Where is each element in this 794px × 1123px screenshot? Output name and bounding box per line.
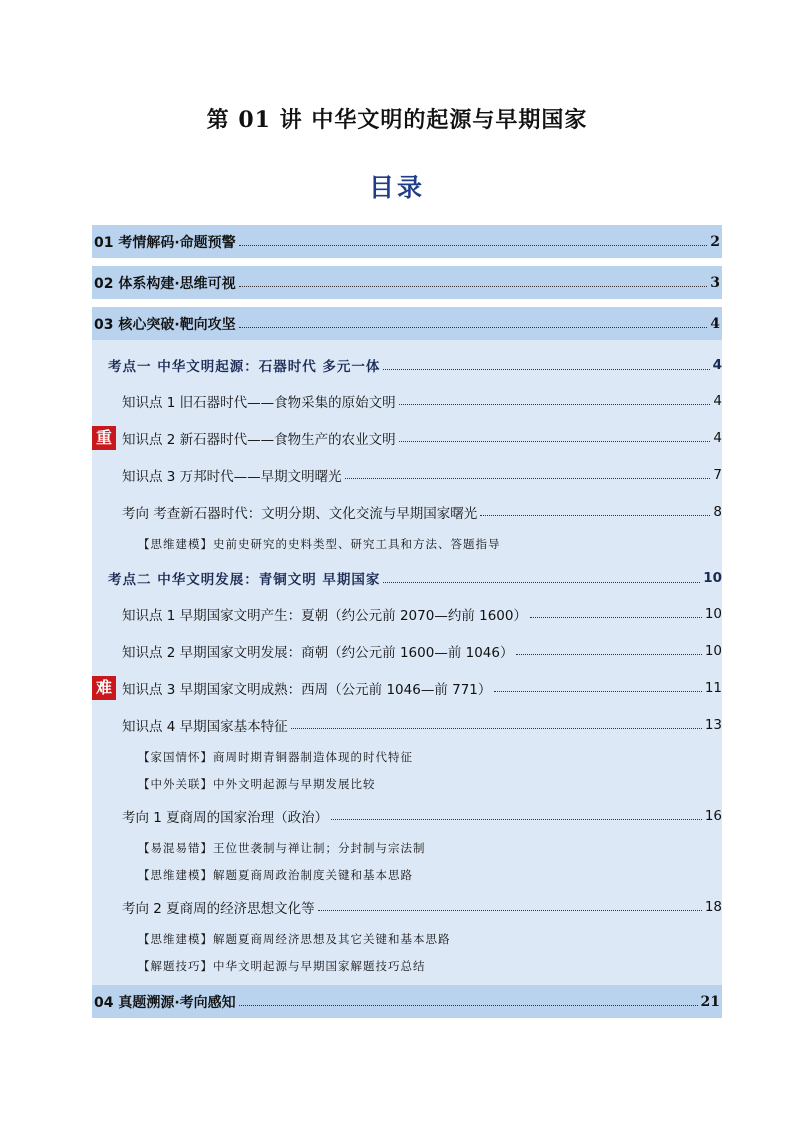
toc-page-number: 2 xyxy=(710,233,720,250)
dot-leader xyxy=(399,404,711,405)
dot-leader xyxy=(383,369,709,370)
toc-page-number: 10 xyxy=(704,605,722,622)
toc-label: 【思维建模】解题夏商周政治制度关键和基本思路 xyxy=(138,867,413,882)
toc-label: 考向 1 夏商周的国家治理（政治） xyxy=(122,809,329,826)
toc-tag-1[interactable] xyxy=(92,530,722,557)
toc-label: 知识点 1 旧石器时代——食物采集的原始文明 xyxy=(122,394,396,411)
toc-page-number: 7 xyxy=(713,466,722,483)
toc-page-number: 4 xyxy=(713,429,722,446)
toc-label: 03 核心突破·靶向攻坚 xyxy=(94,316,236,333)
toc-page-number: 11 xyxy=(704,679,722,696)
toc-label: 考点二 中华文明发展：青铜文明 早期国家 xyxy=(108,572,381,588)
toc-label: 【家国情怀】商周时期青铜器制造体现的时代特征 xyxy=(138,749,413,764)
toc-page-number: 4 xyxy=(710,315,720,332)
toc-kaoxiang-1[interactable] xyxy=(92,493,722,530)
toc-knowledge-2-1[interactable] xyxy=(92,595,722,632)
table-of-contents xyxy=(92,225,722,1026)
dot-leader xyxy=(331,819,702,820)
dot-leader xyxy=(239,1005,698,1006)
dot-leader xyxy=(399,441,711,442)
dot-leader xyxy=(239,327,708,328)
dot-leader xyxy=(516,654,701,655)
dot-leader xyxy=(318,910,702,911)
toc-page-number: 4 xyxy=(712,357,722,373)
toc-section-03[interactable] xyxy=(92,307,722,340)
dot-leader xyxy=(530,617,702,618)
toc-knowledge-1-3[interactable] xyxy=(92,456,722,493)
toc-knowledge-2-4[interactable] xyxy=(92,706,722,743)
key-point-badge: 重 xyxy=(92,426,116,450)
toc-label: 【思维建模】史前史研究的史料类型、研究工具和方法、答题指导 xyxy=(138,536,501,551)
toc-heading: 目录 xyxy=(368,173,425,202)
title-number: 01 xyxy=(238,107,271,133)
toc-knowledge-2-2[interactable] xyxy=(92,632,722,669)
toc-tag-7[interactable] xyxy=(92,952,722,979)
toc-label: 01 考情解码·命题预警 xyxy=(94,234,236,251)
toc-label: 【易混易错】王位世袭制与禅让制；分封制与宗法制 xyxy=(138,840,426,855)
toc-label: 考向 考查新石器时代：文明分期、文化交流与早期国家曙光 xyxy=(122,505,478,522)
toc-label: 知识点 2 新石器时代——食物生产的农业文明 xyxy=(122,431,396,448)
toc-label: 02 体系构建·思维可视 xyxy=(94,275,236,292)
title-text: 讲 中华文明的起源与早期国家 xyxy=(279,108,588,133)
page-title xyxy=(0,103,794,134)
title-prefix: 第 xyxy=(206,108,230,133)
toc-page-number: 18 xyxy=(704,898,722,915)
toc-page-number: 8 xyxy=(713,503,722,520)
dot-leader xyxy=(494,691,701,692)
dot-leader xyxy=(239,245,708,246)
toc-page-number: 13 xyxy=(704,716,722,733)
difficult-point-badge: 难 xyxy=(92,676,116,700)
toc-tag-2[interactable] xyxy=(92,743,722,770)
toc-kaoxiang-3[interactable] xyxy=(92,888,722,925)
toc-label: 知识点 1 早期国家文明产生：夏朝（约公元前 2070—约前 1600） xyxy=(122,607,527,624)
dot-leader xyxy=(291,728,702,729)
toc-section-01[interactable] xyxy=(92,225,722,258)
toc-page-number: 16 xyxy=(704,807,722,824)
toc-tag-4[interactable] xyxy=(92,834,722,861)
toc-tag-3[interactable] xyxy=(92,770,722,797)
toc-knowledge-1-2[interactable] xyxy=(92,419,722,456)
toc-label: 【中外关联】中外文明起源与早期发展比较 xyxy=(138,776,376,791)
toc-page-number: 3 xyxy=(710,274,720,291)
dot-leader xyxy=(383,582,700,583)
toc-label: 知识点 4 早期国家基本特征 xyxy=(122,718,288,735)
toc-tag-5[interactable] xyxy=(92,861,722,888)
dot-leader xyxy=(239,286,708,287)
toc-tag-6[interactable] xyxy=(92,925,722,952)
toc-page-number: 10 xyxy=(704,642,722,659)
section-03-body xyxy=(92,340,722,985)
toc-knowledge-2-3[interactable] xyxy=(92,669,722,706)
toc-label: 【解题技巧】中华文明起源与早期国家解题技巧总结 xyxy=(138,958,426,973)
toc-label: 考向 2 夏商周的经济思想文化等 xyxy=(122,900,315,917)
toc-kaoxiang-2[interactable] xyxy=(92,797,722,834)
toc-label: 【思维建模】解题夏商周经济思想及其它关键和基本思路 xyxy=(138,931,451,946)
toc-kaodian-2[interactable] xyxy=(92,561,722,595)
dot-leader xyxy=(480,515,710,516)
toc-label: 考点一 中华文明起源：石器时代 多元一体 xyxy=(108,359,381,375)
toc-label: 知识点 3 早期国家文明成熟：西周（公元前 1046—前 771） xyxy=(122,681,492,698)
toc-page-number: 21 xyxy=(700,993,720,1010)
toc-kaodian-1[interactable] xyxy=(92,348,722,382)
dot-leader xyxy=(345,478,711,479)
toc-label: 知识点 3 万邦时代——早期文明曙光 xyxy=(122,468,342,485)
toc-section-02[interactable] xyxy=(92,266,722,299)
toc-label: 知识点 2 早期国家文明发展：商朝（约公元前 1600—前 1046） xyxy=(122,644,514,661)
toc-section-04[interactable] xyxy=(92,985,722,1018)
toc-label: 04 真题溯源·考向感知 xyxy=(94,994,236,1011)
toc-knowledge-1-1[interactable] xyxy=(92,382,722,419)
toc-page-number: 4 xyxy=(713,392,722,409)
toc-page-number: 10 xyxy=(703,570,722,586)
